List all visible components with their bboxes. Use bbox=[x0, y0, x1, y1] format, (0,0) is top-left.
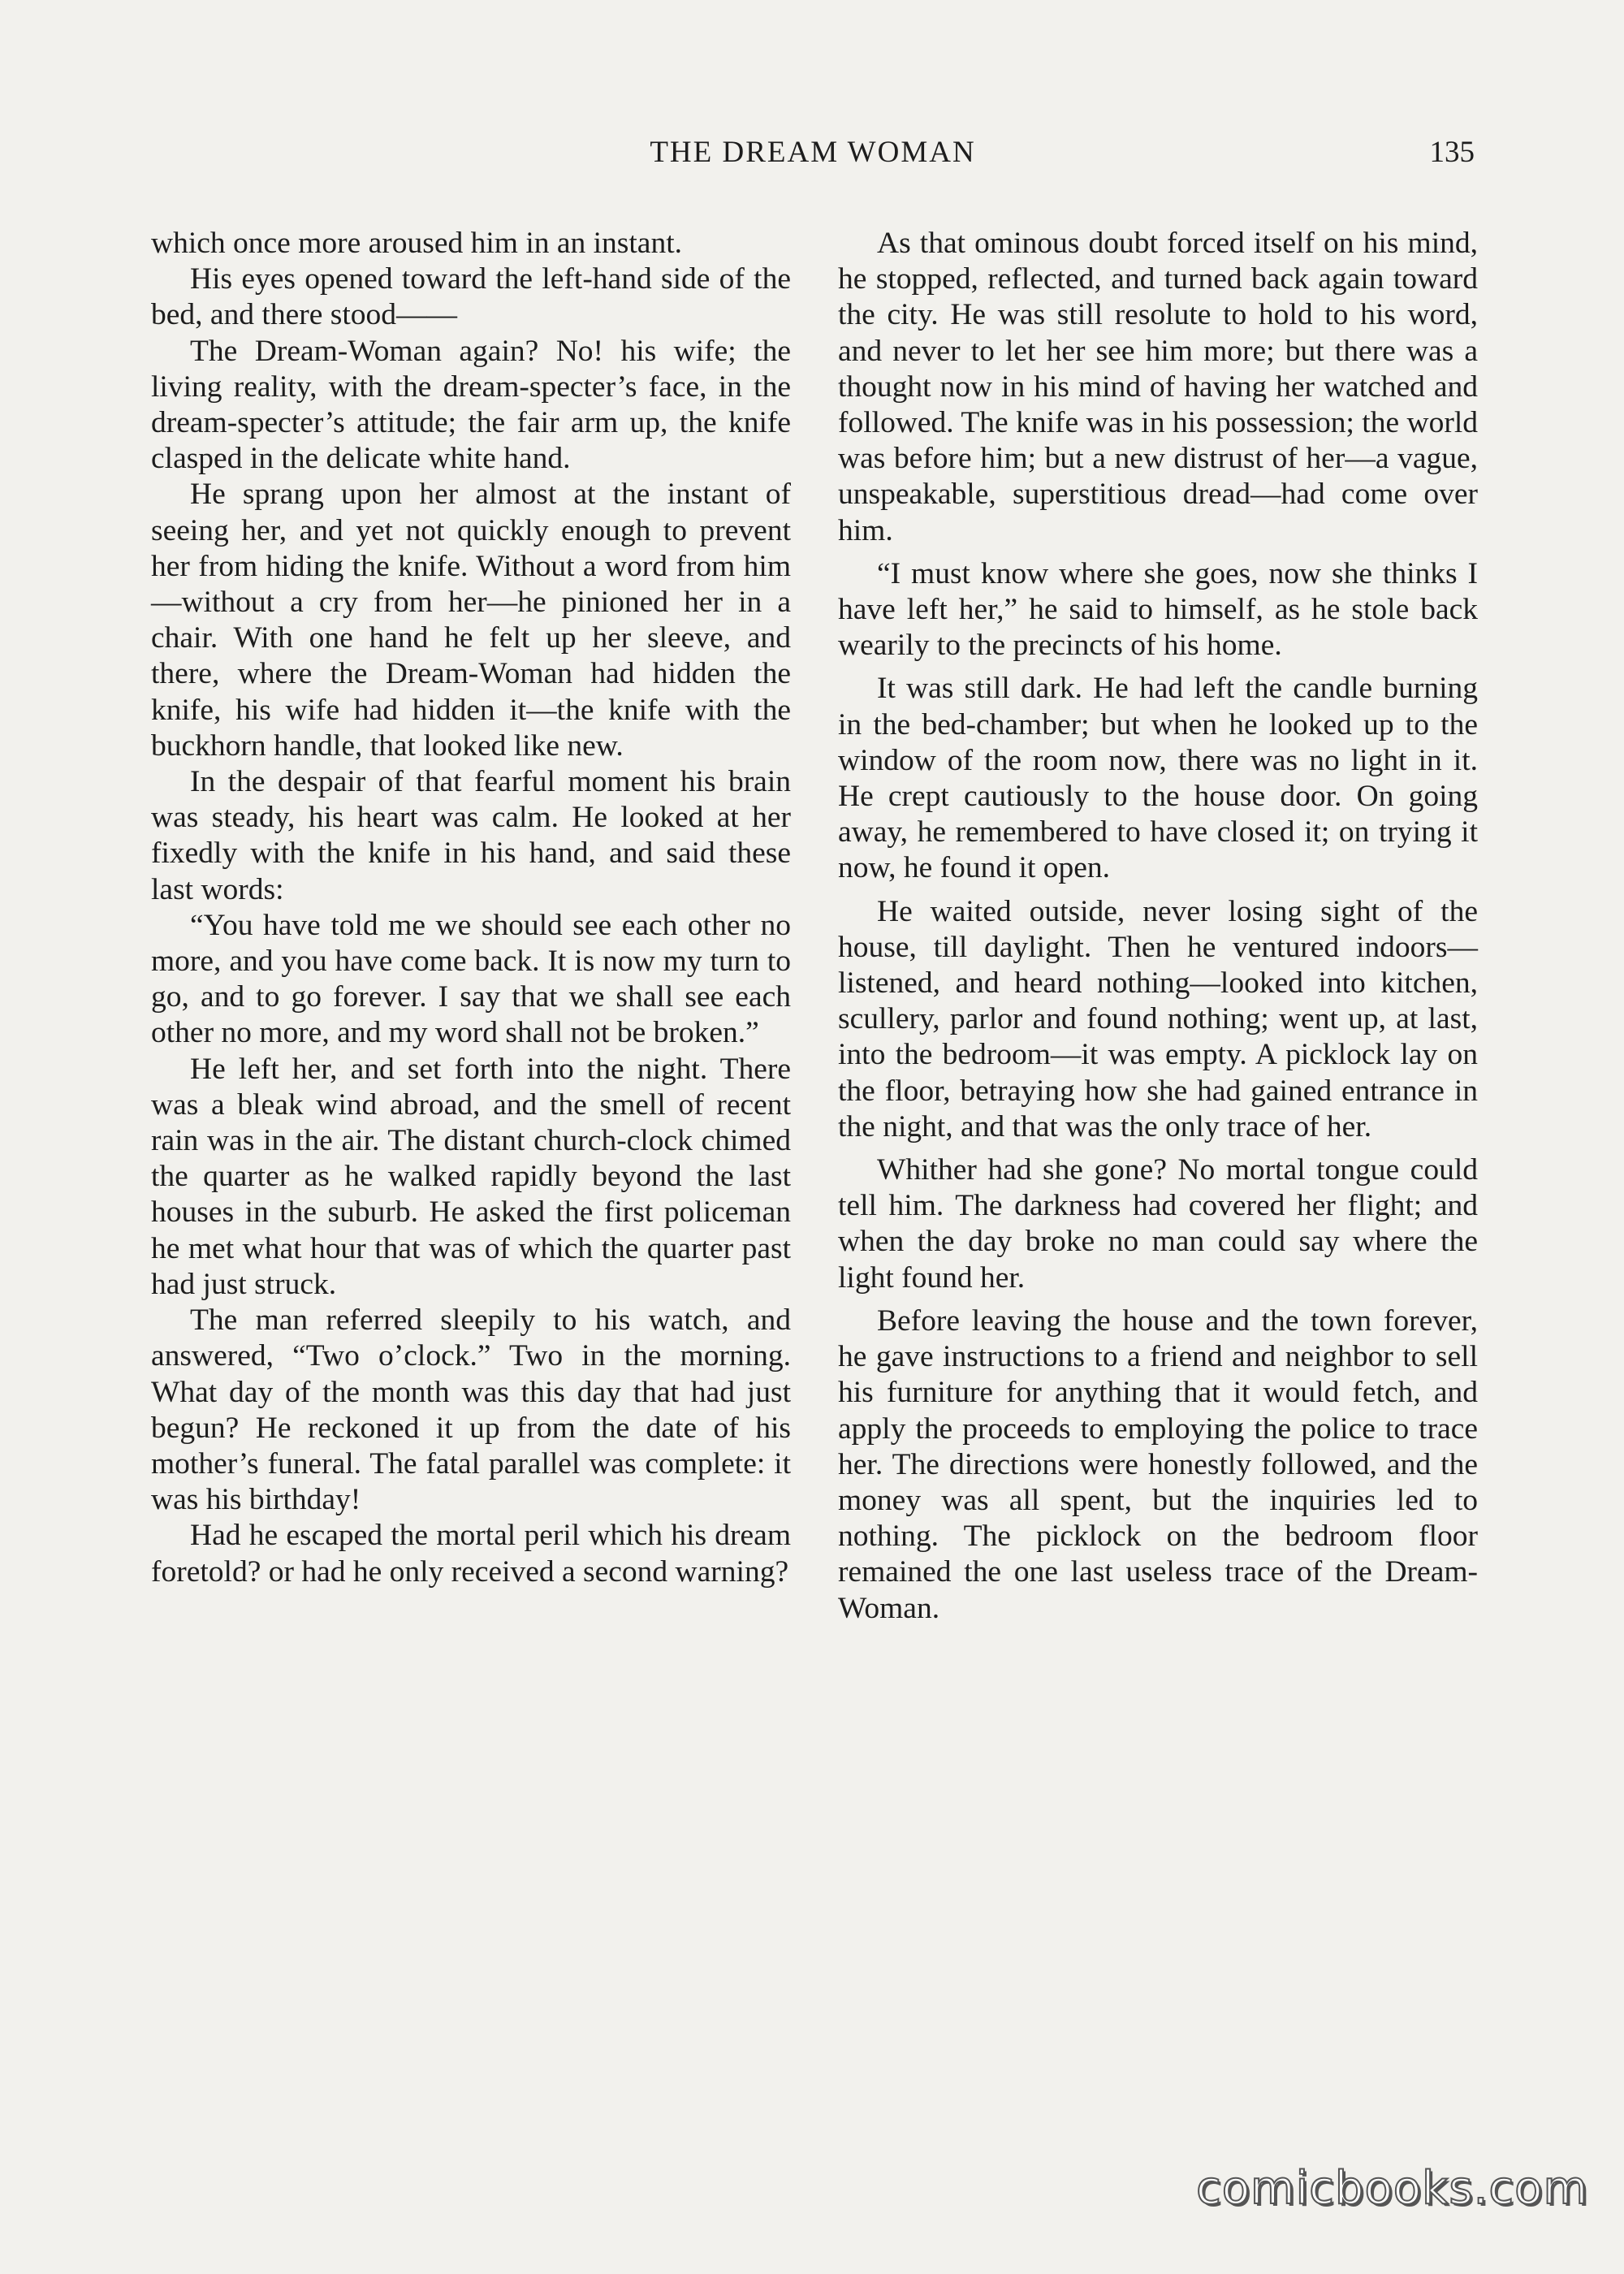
paragraph: Had he escaped the mortal peril which his dream foretold? or had he only received a second warning? bbox=[151, 1519, 791, 1589]
paragraph: He waited outside, never losing sight of the house, till daylight. Then he ventured indoors—listened, and heard nothing—looked into kitchen, scullery, parlor and found nothing; went up, at last, into the bedroom—it was empty. A picklock lay on the floor, betraying how she had gained entrance in the night, and that was the only trace of her. bbox=[838, 894, 1478, 1143]
paragraph: His eyes opened toward the left-hand side of the bed, and there stood—— bbox=[151, 262, 791, 332]
left-column bbox=[151, 226, 791, 1590]
paragraph: “You have told me we should see each other no more, and you have come back. It is now my turn to go, and to go forever. I say that we shall see each other no more, and my word shall not be broken.” bbox=[151, 908, 791, 1050]
paragraph: Whither had she gone? No mortal tongue could tell him. The darkness had covered her flight; and when the day broke no man could say where the light found her. bbox=[838, 1153, 1478, 1295]
paragraph: The Dream-Woman again? No! his wife; the living reality, with the dream-specter’s face, in the dream-specter’s attitude; the fair arm up, the knife clasped in the delicate white hand. bbox=[151, 334, 791, 476]
paragraph: The man referred sleepily to his watch, and answered, “Two o’clock.” Two in the morning. What day of the month was this day that had just begun? He reckoned it up from the date of his mother’s funeral. The fatal parallel was complete: it was his birthday! bbox=[151, 1303, 791, 1517]
page-number: 135 bbox=[1429, 136, 1475, 169]
paragraph: In the despair of that fearful moment his brain was steady, his heart was calm. He looked at her fixedly with the knife in his hand, and said these last words: bbox=[151, 765, 791, 906]
paragraph: which once more aroused him in an instant. bbox=[151, 227, 682, 260]
running-head bbox=[151, 135, 1475, 175]
right-column bbox=[838, 226, 1478, 1627]
paragraph: As that ominous doubt forced itself on his mind, he stopped, reflected, and turned back again toward the city. He was still resolute to hold to his word, and never to let her see him more; but there was a thought now in his mind of having her watched and followed. The knife was in his possession; the world was before him; but a new distrust of her—a vague, unspeakable, superstitious dread—had come over him. bbox=[838, 227, 1478, 547]
paragraph: He sprang upon her almost at the instant of seeing her, and yet not quickly enough to prevent her from hiding the knife. Without a word from him—without a cry from her—he pinioned her in a chair. With one hand he felt up her sleeve, and there, where the Dream-Woman had hidden the knife, his wife had hidden it—the knife with the buckhorn handle, that looked like new. bbox=[151, 478, 791, 763]
paragraph: It was still dark. He had left the candle burning in the bed-chamber; but when he looked up to the window of the room now, there was no light in it. He crept cautiously to the house door. On going away, he remembered to have closed it; on trying it now, he found it open. bbox=[838, 672, 1478, 885]
watermark-logo: comicbooks.com bbox=[1195, 2162, 1588, 2215]
chapter-title: THE DREAM WOMAN bbox=[650, 136, 976, 169]
paragraph: Before leaving the house and the town forever, he gave instructions to a friend and neighbor to sell his furniture for anything that it would fetch, and apply the proceeds to employing the police to trace her. The directions were honestly followed, and the money was all spent, but the inquiries led to nothing. The picklock on the bedroom floor remained the one last useless trace of the Dream-Woman. bbox=[838, 1303, 1478, 1625]
paragraph: He left her, and set forth into the night. There was a bleak wind abroad, and the smell of recent rain was in the air. The distant church-clock chimed the quarter as he walked rapidly beyond the last houses in the suburb. He asked the first policeman he met what hour that was of which the quarter past had just struck. bbox=[151, 1052, 791, 1301]
paragraph: “I must know where she goes, now she thinks I have left her,” he said to himself, as he stole back wearily to the precincts of his home. bbox=[838, 556, 1478, 663]
